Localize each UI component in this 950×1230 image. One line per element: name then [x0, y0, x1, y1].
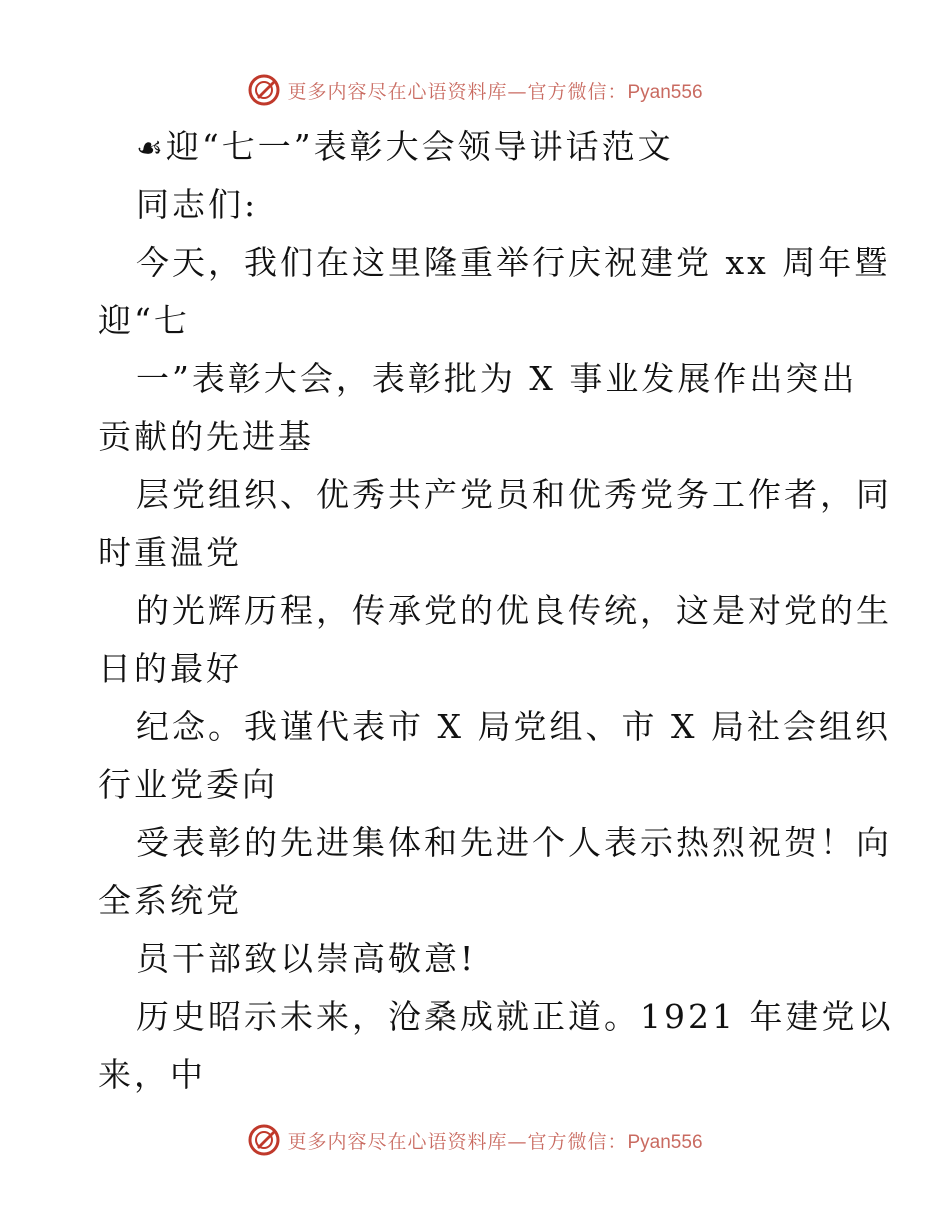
body-line: 日的最好	[98, 649, 242, 688]
header-banner-text: 更多内容尽在心语资料库—官方微信：Pyan556	[287, 80, 703, 103]
header-banner-account: Pyan556	[627, 81, 703, 103]
body-line: 迎“七	[98, 301, 190, 340]
body-line: 纪念。我谨代表市 X 局党组、市 X 局社会组织	[136, 707, 891, 746]
body-line: 贡献的先进基	[98, 417, 314, 456]
body-line: 来，中	[98, 1055, 206, 1094]
body-line: 的光辉历程，传承党的优良传统，这是对党的生	[136, 591, 892, 630]
body-line: 历史昭示未来，沧桑成就正道。1921 年建党以	[136, 997, 894, 1036]
body-line: 全系统党	[98, 881, 242, 920]
footer-banner-account: Pyan556	[627, 1131, 703, 1153]
document-body	[98, 120, 894, 1106]
footer-banner	[0, 1120, 950, 1160]
header-banner	[0, 70, 950, 110]
body-line: 员干部致以崇高敬意!	[136, 939, 477, 978]
brand-logo-icon	[247, 1123, 281, 1157]
body-line: 行业党委向	[98, 765, 278, 804]
footer-banner-text: 更多内容尽在心语资料库—官方微信：Pyan556	[287, 1130, 703, 1153]
brand-logo-icon	[247, 73, 281, 107]
body-line: 层党组织、优秀共产党员和优秀党务工作者，同	[136, 475, 892, 514]
document-title: ☙迎“七一”表彰大会领导讲话范文	[98, 120, 858, 178]
body-line: 时重温党	[98, 533, 242, 572]
body-line: 今天，我们在这里隆重举行庆祝建党 xx 周年暨	[136, 243, 891, 282]
body-line: 同志们:	[136, 185, 259, 224]
body-line: 一”表彰大会，表彰批为 X 事业发展作出突出	[136, 359, 858, 398]
body-line: 受表彰的先进集体和先进个人表示热烈祝贺！向	[136, 823, 892, 862]
floral-heart-icon: ☙	[136, 131, 166, 166]
